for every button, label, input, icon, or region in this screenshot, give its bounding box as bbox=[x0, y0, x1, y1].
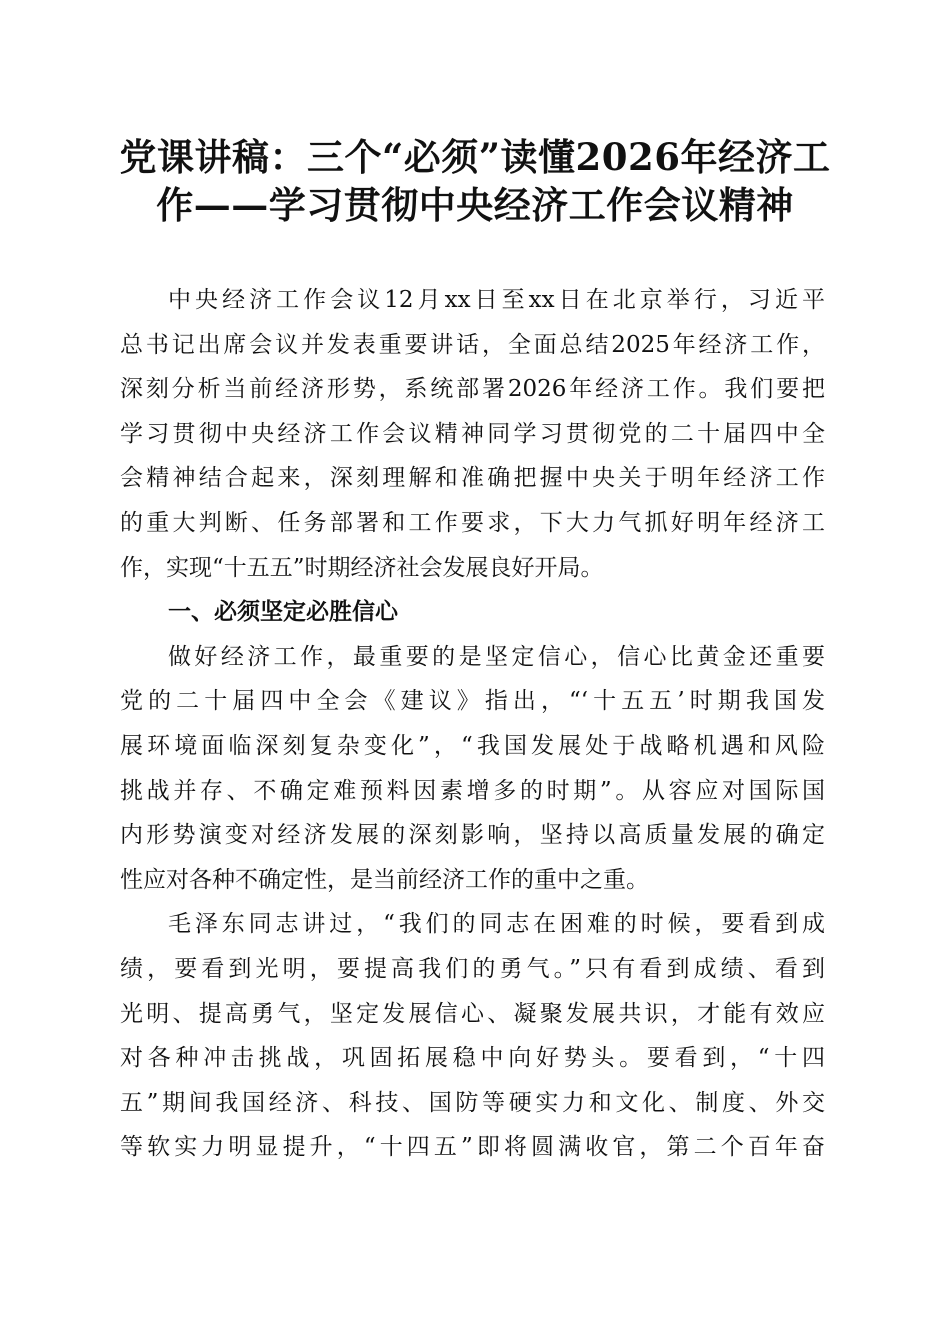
text-line: 五”期间我国经济、科技、国防等硬实力和文化、制度、外交 bbox=[120, 1089, 825, 1116]
text-line: 总书记出席会议并发表重要讲话，全面总结2025年经济工作， bbox=[120, 331, 825, 358]
text-line: 党的二十届四中全会《建议》指出，“‘十五五’时期我国发 bbox=[120, 688, 825, 715]
text-line: 中央经济工作会议12月xx日至xx日在北京举行，习近平 bbox=[168, 287, 825, 313]
text-line: 学习贯彻中央经济工作会议精神同学习贯彻党的二十届四中全 bbox=[120, 420, 825, 447]
section-heading: 一、必须坚定必胜信心 bbox=[168, 599, 398, 626]
text-line: 深刻分析当前经济形势，系统部署2026年经济工作。我们要把 bbox=[120, 376, 825, 403]
title-line: 党课讲稿：三个“必须”读懂2026年经济工 bbox=[119, 135, 831, 179]
document-title bbox=[100, 133, 850, 229]
paragraph-confidence bbox=[120, 635, 825, 903]
title-line: 作——学习贯彻中央经济工作会议精神 bbox=[156, 183, 794, 227]
text-line: 做好经济工作，最重要的是坚定信心，信心比黄金还重要 bbox=[168, 643, 825, 670]
text-line: 展环境面临深刻复杂变化”，“我国发展处于战略机遇和风险 bbox=[120, 732, 825, 759]
text-line: 等软实力明显提升，“十四五”即将圆满收官，第二个百年奋 bbox=[120, 1134, 825, 1161]
paragraph-mao-quote bbox=[120, 902, 825, 1170]
text-line: 会精神结合起来，深刻理解和准确把握中央关于明年经济工作 bbox=[120, 465, 825, 492]
text-line: 毛泽东同志讲过，“我们的同志在困难的时候，要看到成 bbox=[168, 911, 825, 938]
text-line: 性应对各种不确定性，是当前经济工作的重中之重。 bbox=[120, 866, 649, 893]
text-line: 绩，要看到光明，要提高我们的勇气。”只有看到成绩、看到 bbox=[120, 955, 825, 982]
text-line: 作，实现“十五五”时期经济社会发展良好开局。 bbox=[120, 554, 604, 581]
text-line: 对各种冲击挑战，巩固拓展稳中向好势头。要看到，“十四 bbox=[120, 1045, 825, 1072]
text-line: 内形势演变对经济发展的深刻影响，坚持以高质量发展的确定 bbox=[120, 822, 825, 849]
text-line: 挑战并存、不确定难预料因素增多的时期”。从容应对国际国 bbox=[120, 777, 825, 804]
text-line: 的重大判断、任务部署和工作要求，下大力气抓好明年经济工 bbox=[120, 509, 825, 536]
text-line: 光明、提高勇气，坚定发展信心、凝聚发展共识，才能有效应 bbox=[120, 1000, 825, 1027]
document-body bbox=[120, 278, 825, 1170]
paragraph-intro bbox=[120, 278, 825, 590]
